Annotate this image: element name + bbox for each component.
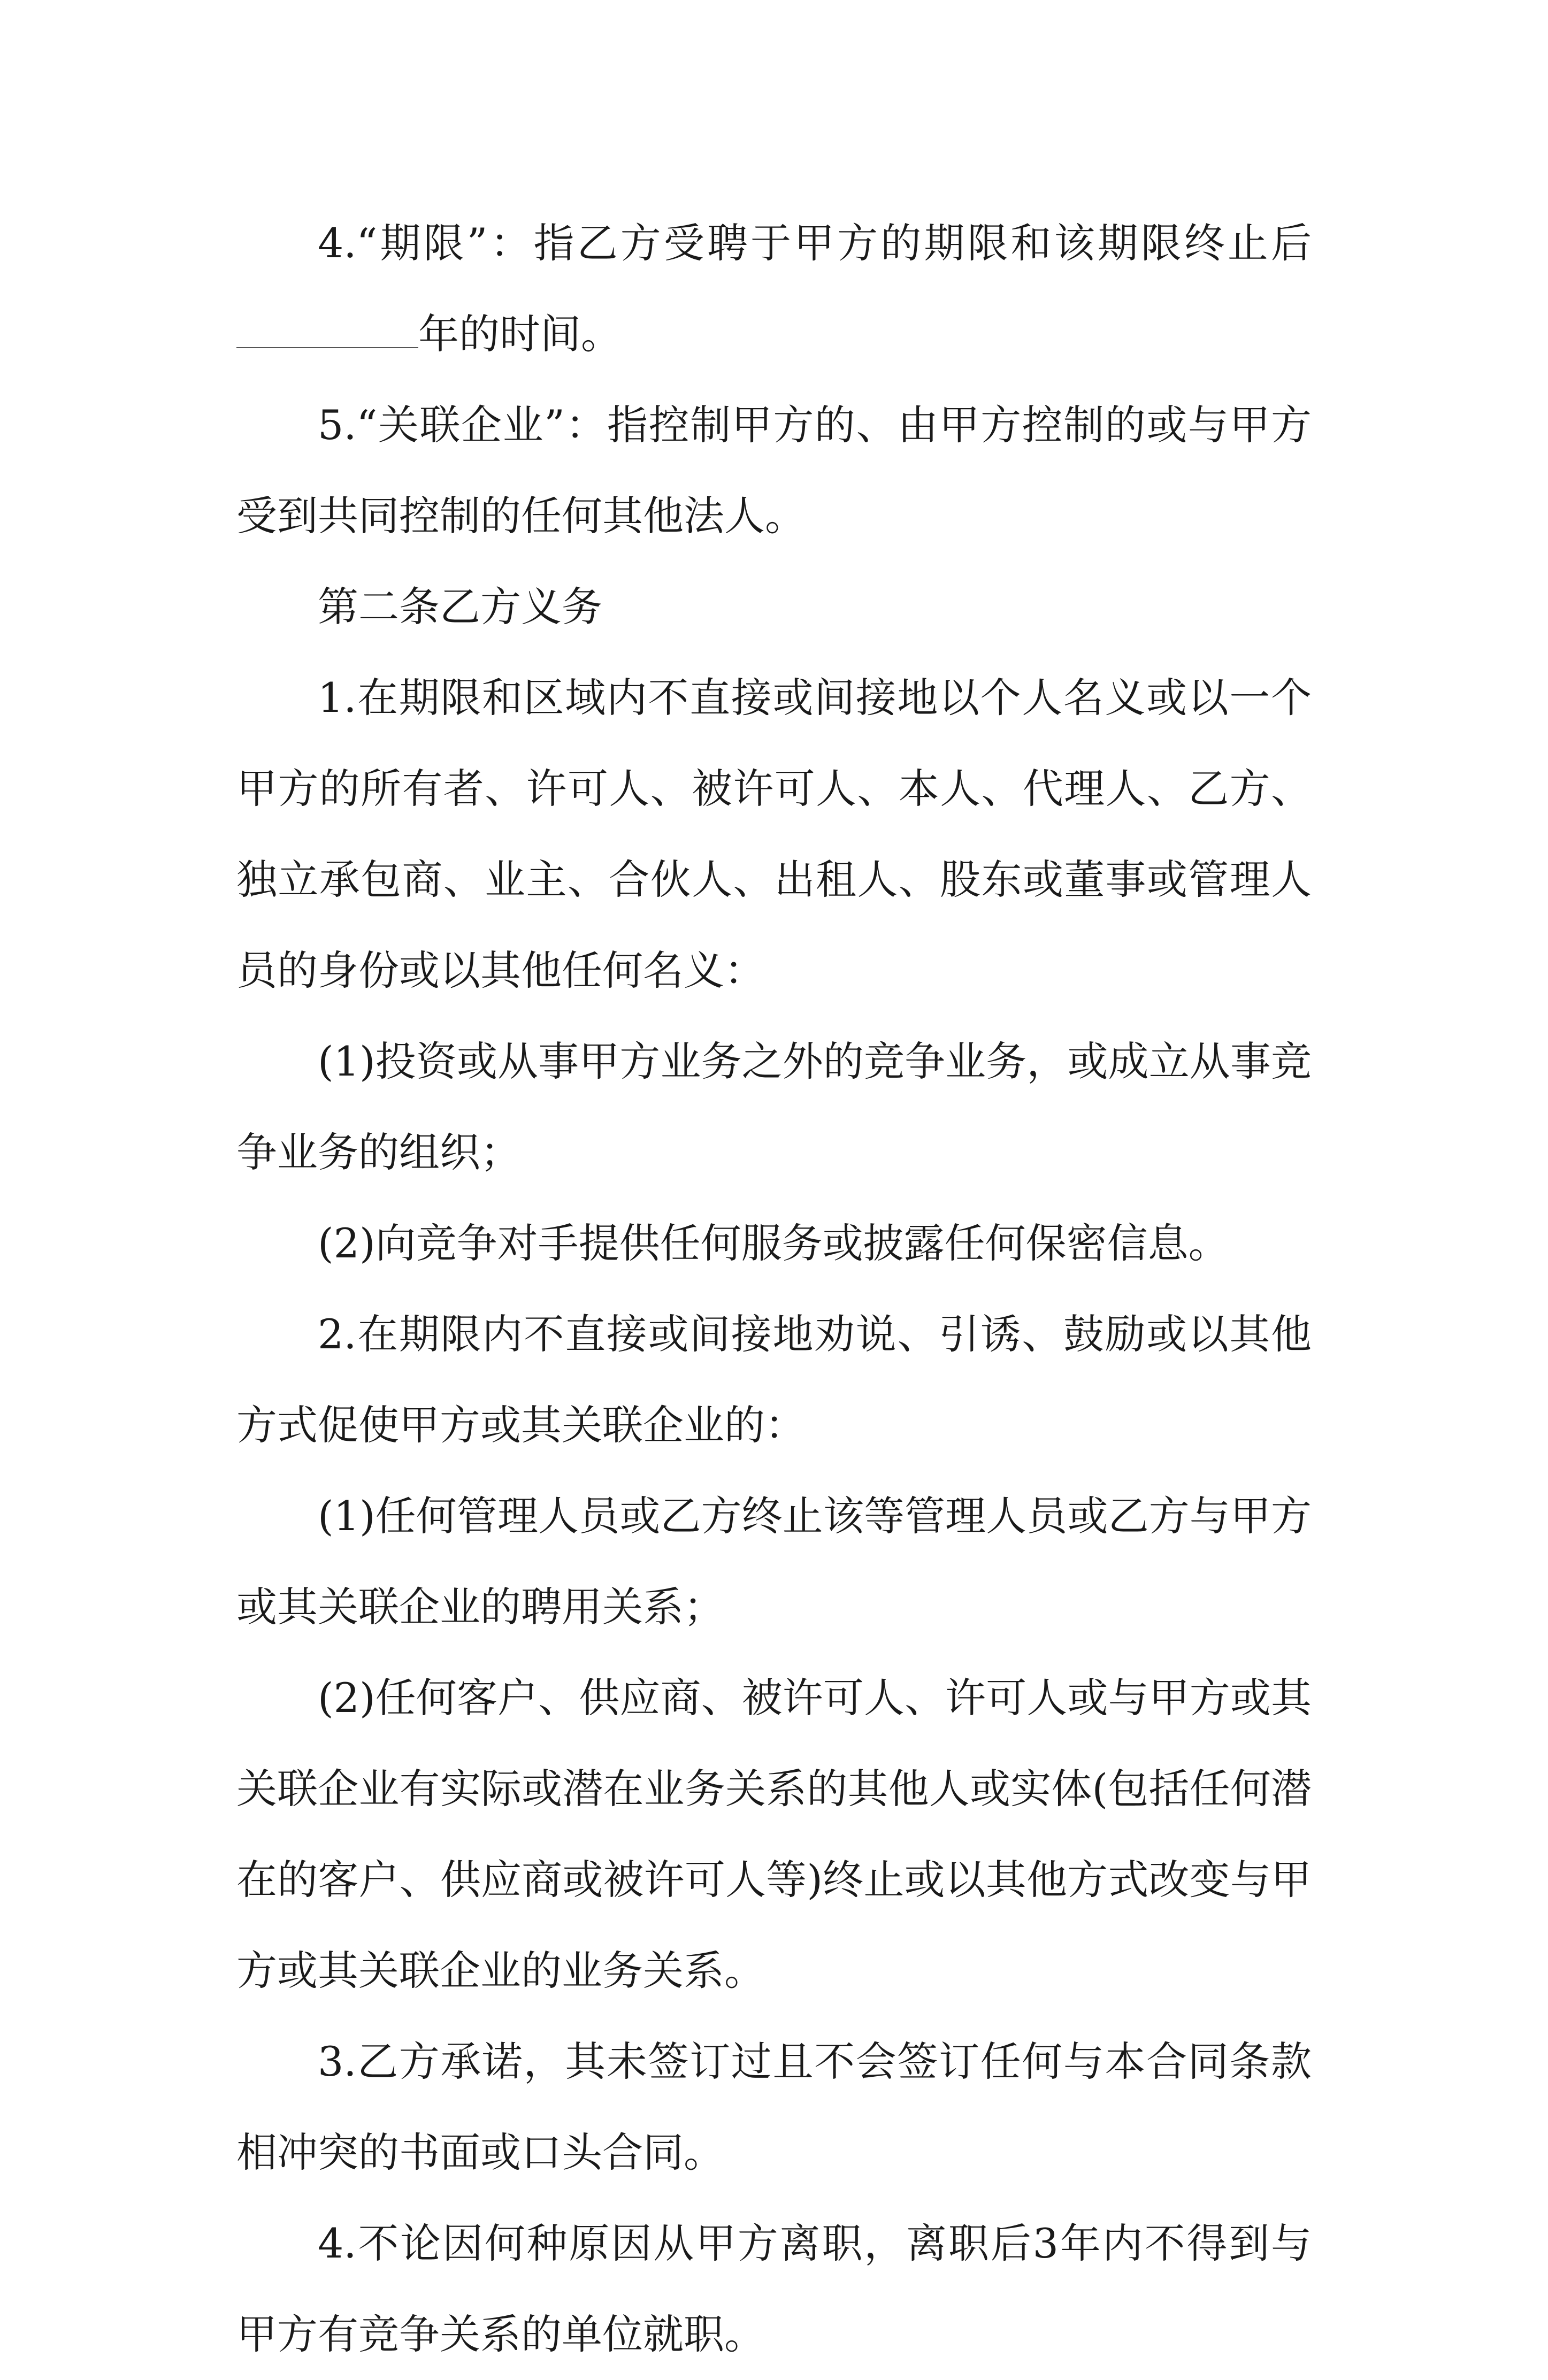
section-heading-party-b-obligations: 第二条乙方义务 xyxy=(318,583,602,631)
obligation-3: 3.乙方承诺，其未签订过且不会签订任何与本合同条款相冲突的书面或口头合同。 xyxy=(236,2038,1312,2176)
clause-affiliate-definition: 5.“关联企业”：指控制甲方的、由甲方控制的或与甲方受到共同控制的任何其他法人。 xyxy=(236,401,1312,540)
clause-term-definition xyxy=(236,198,1312,380)
clause-term-text: 4.“期限”：指乙方受聘于甲方的期限和该期限终止后 xyxy=(318,219,1312,267)
clause-term-text-end: 年的时间。 xyxy=(418,310,622,358)
obligation-1-item-2: (2)向竞争对手提供任何服务或披露任何保密信息。 xyxy=(318,1219,1229,1267)
obligation-2-item-2: (2)任何客户、供应商、被许可人、许可人或与甲方或其关联企业有实际或潜在业务关系的其他人或实体(包括任何潜在的客户、供应商或被许可人等)终止或以其他方式改变与甲方或其关联企业的业务关系。 xyxy=(236,1674,1312,1994)
obligation-2: 2.在期限内不直接或间接地劝说、引诱、鼓励或以其他方式促使甲方或其关联企业的： xyxy=(236,1310,1312,1449)
obligation-2-item-1: (1)任何管理人员或乙方终止该等管理人员或乙方与甲方或其关联企业的聘用关系； xyxy=(236,1492,1312,1631)
obligation-4: 4.不论因何种原因从甲方离职，离职后3年内不得到与甲方有竞争关系的单位就职。 xyxy=(236,2220,1312,2358)
obligation-1-item-1: (1)投资或从事甲方业务之外的竞争业务，或成立从事竞争业务的组织； xyxy=(236,1038,1312,1176)
document-body xyxy=(236,198,1312,2380)
obligation-1: 1.在期限和区域内不直接或间接地以个人名义或以一个甲方的所有者、许可人、被许可人、本人、代理人、乙方、独立承包商、业主、合伙人、出租人、股东或董事或管理人员的身份或以其他任何名义： xyxy=(236,674,1312,994)
blank-years-field xyxy=(236,309,418,348)
